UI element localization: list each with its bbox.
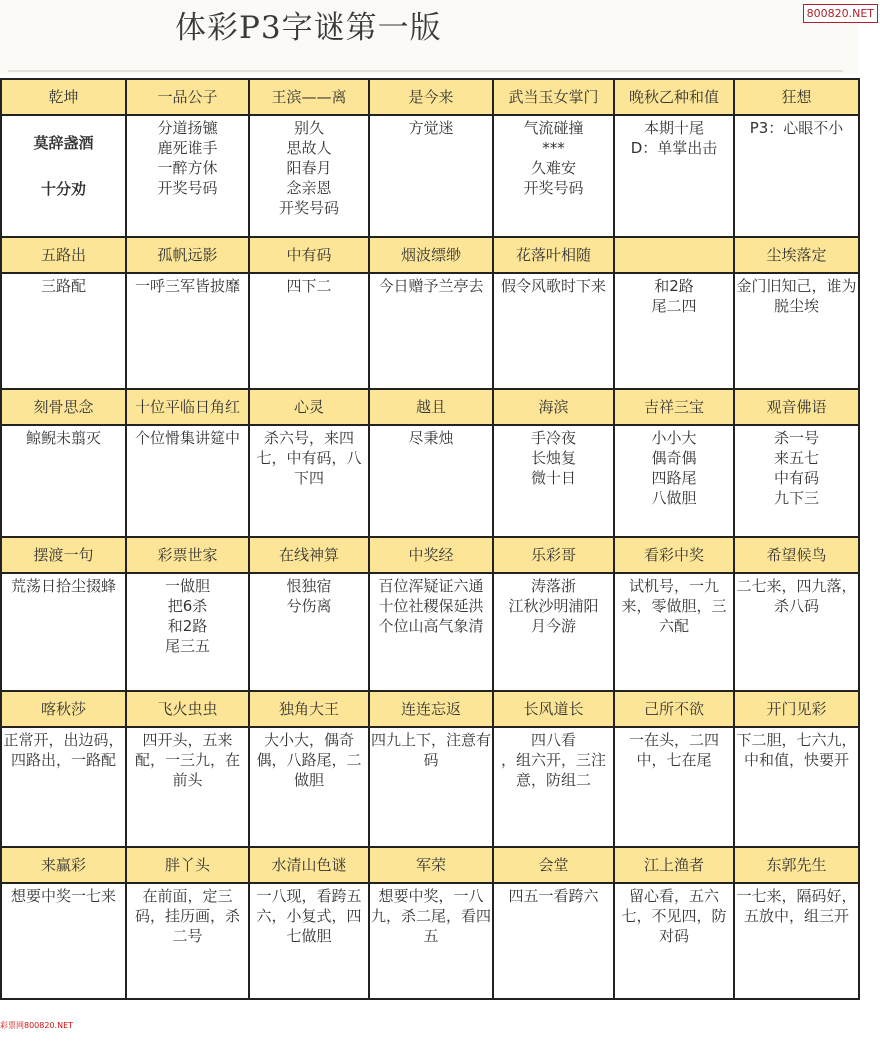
riddle-author-cell: 开门见彩 [734,691,859,727]
riddle-line: 个位山高气象清 [378,617,484,635]
header-row [1,537,859,573]
riddle-line: 今日赠予兰亭去 [378,277,484,295]
riddle-text-cell [1,573,126,691]
riddle-author-cell: 王滨——离 [249,79,369,115]
riddle-line: 一七来，隔码好，五放中，组三开 [736,887,857,925]
riddle-text-cell [126,115,249,237]
riddle-text-cell [734,273,859,389]
riddle-line: 四路尾 [651,469,697,487]
riddle-author-cell: 己所不欲 [614,691,734,727]
riddle-author-cell: 独角大王 [249,691,369,727]
riddle-text-cell [614,883,734,999]
riddle-text-cell [734,727,859,847]
riddle-line: 留心看，五六七，不见四，防对码 [621,887,727,945]
riddle-line: 想要中奖，一八九，杀二尾，看四五 [371,887,492,945]
site-badge: 800820.NET [803,4,878,23]
riddle-text-cell [126,727,249,847]
riddle-line: 十位社稷保延洪 [378,597,484,615]
riddle-line: 一做胆 [164,577,210,595]
riddle-line: 杀一号 [773,429,819,447]
riddle-line: D：单掌出击 [630,139,718,157]
riddle-line: 恨独宿 [286,577,332,595]
riddle-line: 小小大 [651,429,697,447]
riddle-author-cell: 在线神算 [249,537,369,573]
page-title: 体彩P3字谜第一版 [175,10,442,46]
riddle-line: 八做胆 [651,489,697,507]
riddle-text-cell [734,115,859,237]
riddle-author-cell: 花落叶相随 [493,237,614,273]
riddle-line: 思故人 [286,139,332,157]
riddle-author-cell: 看彩中奖 [614,537,734,573]
riddle-author-cell: 军荣 [369,847,493,883]
riddle-line: 四八看 [530,731,576,749]
riddle-author-cell [614,237,734,273]
riddle-line: 开奖号码 [157,179,218,197]
riddle-line: 涛落浙 [530,577,576,595]
riddle-line: 想要中奖一七来 [10,887,116,905]
riddle-line: 九下三 [773,489,819,507]
riddle-author-cell: 吉祥三宝 [614,389,734,425]
riddle-line: 开奖号码 [523,179,584,197]
riddle-line: 月今游 [530,617,576,635]
riddle-line: 阳春月 [286,159,332,177]
riddle-line: 长烛复 [530,449,576,467]
riddle-text-cell [369,273,493,389]
riddle-author-cell: 连连忘返 [369,691,493,727]
riddle-line: 尾三五 [164,637,210,655]
riddle-author-cell: 五路出 [1,237,126,273]
riddle-text-cell [249,273,369,389]
riddle-text-cell [249,425,369,537]
riddle-line [3,156,124,176]
riddle-line: 分道扬镳 [157,119,218,137]
riddle-line: 一醉方休 [157,159,218,177]
riddle-line: 四九上下，注意有码 [371,731,492,769]
riddle-text-cell [614,727,734,847]
riddle-text-cell [1,115,126,237]
divider [8,70,843,72]
riddle-line: 金门旧知己，谁为脱尘埃 [736,277,857,315]
riddle-text-cell [493,727,614,847]
riddle-author-cell: 中有码 [249,237,369,273]
riddle-text-cell [126,425,249,537]
riddle-line: 别久 [293,119,324,137]
riddle-line: 杀六号，来四七，中有码，八下四 [256,429,362,487]
riddle-author-cell: 尘埃落定 [734,237,859,273]
riddle-author-cell: 彩票世家 [126,537,249,573]
riddle-text-cell [1,727,126,847]
riddle-author-cell: 武当玉女掌门 [493,79,614,115]
riddle-text-cell [493,425,614,537]
riddle-text-cell [493,273,614,389]
riddle-line: 和2路 [167,617,208,635]
riddle-text-cell [493,573,614,691]
riddle-line: 鲸鲵未翦灭 [25,429,101,447]
riddle-text-cell [369,573,493,691]
riddle-author-cell: 水清山色谜 [249,847,369,883]
riddle-row [1,573,859,691]
header-row [1,79,859,115]
riddle-line: 四开头，五来配，一三九，在前头 [134,731,240,789]
riddle-line: 偶奇偶 [651,449,697,467]
riddle-line: 试机号，一九来，零做胆，三六配 [621,577,727,635]
riddle-line: 江秋沙明浦阳 [508,597,599,615]
riddle-text-cell [1,425,126,537]
riddle-text-cell [734,573,859,691]
riddle-line: 下二胆，七六九，中和值，快要开 [736,731,857,769]
riddle-author-cell: 心灵 [249,389,369,425]
riddle-line: 荒荡日拾尘掇蜂 [10,577,116,595]
riddle-table [0,78,860,1000]
riddle-row [1,115,859,237]
riddle-text-cell [126,573,249,691]
riddle-text-cell [369,425,493,537]
riddle-line: 一呼三军皆披靡 [134,277,240,295]
riddle-line: 中有码 [773,469,819,487]
riddle-text-cell [369,727,493,847]
riddle-text-cell [249,883,369,999]
riddle-line: 久难安 [530,159,576,177]
header-row [1,691,859,727]
riddle-author-cell: 希望候鸟 [734,537,859,573]
riddle-text-cell [249,727,369,847]
riddle-author-cell: 飞火虫虫 [126,691,249,727]
riddle-line: 微十日 [530,469,576,487]
riddle-line: 气流碰撞 [523,119,584,137]
riddle-text-cell [1,883,126,999]
riddle-author-cell: 乾坤 [1,79,126,115]
riddle-line: *** [542,139,565,157]
riddle-line: 尾二四 [651,297,697,315]
header-row [1,389,859,425]
riddle-line: 假令风歌时下来 [500,277,606,295]
riddle-line: 本期十尾 [643,119,704,137]
riddle-author-cell: 摆渡一句 [1,537,126,573]
riddle-text-cell [249,115,369,237]
riddle-author-cell: 中奖经 [369,537,493,573]
riddle-text-cell [614,273,734,389]
riddle-line: 尽秉烛 [408,429,454,447]
riddle-line: ，组六开，三注意，防组二 [500,751,606,789]
riddle-author-cell: 烟波缥缈 [369,237,493,273]
riddle-line: 兮伤离 [286,597,332,615]
riddle-line: 一在头，二四中，七在尾 [628,731,719,769]
riddle-row [1,425,859,537]
riddle-text-cell [1,273,126,389]
riddle-author-cell: 狂想 [734,79,859,115]
riddle-text-cell [493,883,614,999]
header-row [1,237,859,273]
riddle-author-cell: 长风道长 [493,691,614,727]
riddle-row [1,883,859,999]
riddle-line: 二七来，四九落，杀八码 [736,577,857,615]
riddle-line: 方觉迷 [408,119,454,137]
riddle-author-cell: 是今来 [369,79,493,115]
header-row [1,847,859,883]
riddle-text-cell [369,115,493,237]
riddle-text-cell [493,115,614,237]
riddle-author-cell: 东郭先生 [734,847,859,883]
riddle-line: 一八现，看跨五六，小复式，四七做胆 [256,887,362,945]
riddle-line: 十分劝 [40,180,86,198]
riddle-text-cell [734,883,859,999]
riddle-text-cell [369,883,493,999]
riddle-author-cell: 观音佛语 [734,389,859,425]
riddle-line: 和2路 [654,277,694,295]
riddle-line: 个位愲集讲筵中 [134,429,240,447]
riddle-text-cell [614,573,734,691]
riddle-line: 四五一看跨六 [508,887,599,905]
riddle-text-cell [126,883,249,999]
riddle-row [1,273,859,389]
riddle-text-cell [126,273,249,389]
riddle-line: 百位浑疑证六通 [378,577,484,595]
riddle-author-cell: 刻骨思念 [1,389,126,425]
riddle-text-cell [614,115,734,237]
riddle-text-cell [734,425,859,537]
riddle-author-cell: 孤帆远影 [126,237,249,273]
riddle-author-cell: 会堂 [493,847,614,883]
riddle-line: 开奖号码 [278,199,339,217]
riddle-author-cell: 十位平临日角红 [126,389,249,425]
riddle-line: 在前面，定三码，挂历画，杀二号 [134,887,240,945]
riddle-line: 莫辞盏酒 [33,134,94,152]
riddle-author-cell: 来赢彩 [1,847,126,883]
riddle-line: 念亲恩 [286,179,332,197]
riddle-line: 三路配 [40,277,86,295]
riddle-author-cell: 喀秋莎 [1,691,126,727]
riddle-line: 正常开，出边码，四路出，一路配 [3,731,124,769]
riddle-author-cell: 江上渔者 [614,847,734,883]
riddle-line: 大小大，偶奇偶，八路尾，二做胆 [256,731,362,789]
riddle-text-cell [249,573,369,691]
riddle-author-cell: 乐彩哥 [493,537,614,573]
riddle-author-cell: 越且 [369,389,493,425]
riddle-line: 鹿死谁手 [157,139,218,157]
riddle-author-cell: 胖丫头 [126,847,249,883]
riddle-author-cell: 海滨 [493,389,614,425]
riddle-line: 来五七 [773,449,819,467]
riddle-line: 把6杀 [167,597,208,615]
footer-watermark: 彩票网800820.NET [0,1021,74,1030]
riddle-author-cell: 晚秋乙种和值 [614,79,734,115]
riddle-text-cell [614,425,734,537]
riddle-row [1,727,859,847]
riddle-author-cell: 一品公子 [126,79,249,115]
riddle-line: 手冷夜 [530,429,576,447]
riddle-line: P3：心眼不小 [749,119,844,137]
riddle-line: 四下二 [286,277,332,295]
